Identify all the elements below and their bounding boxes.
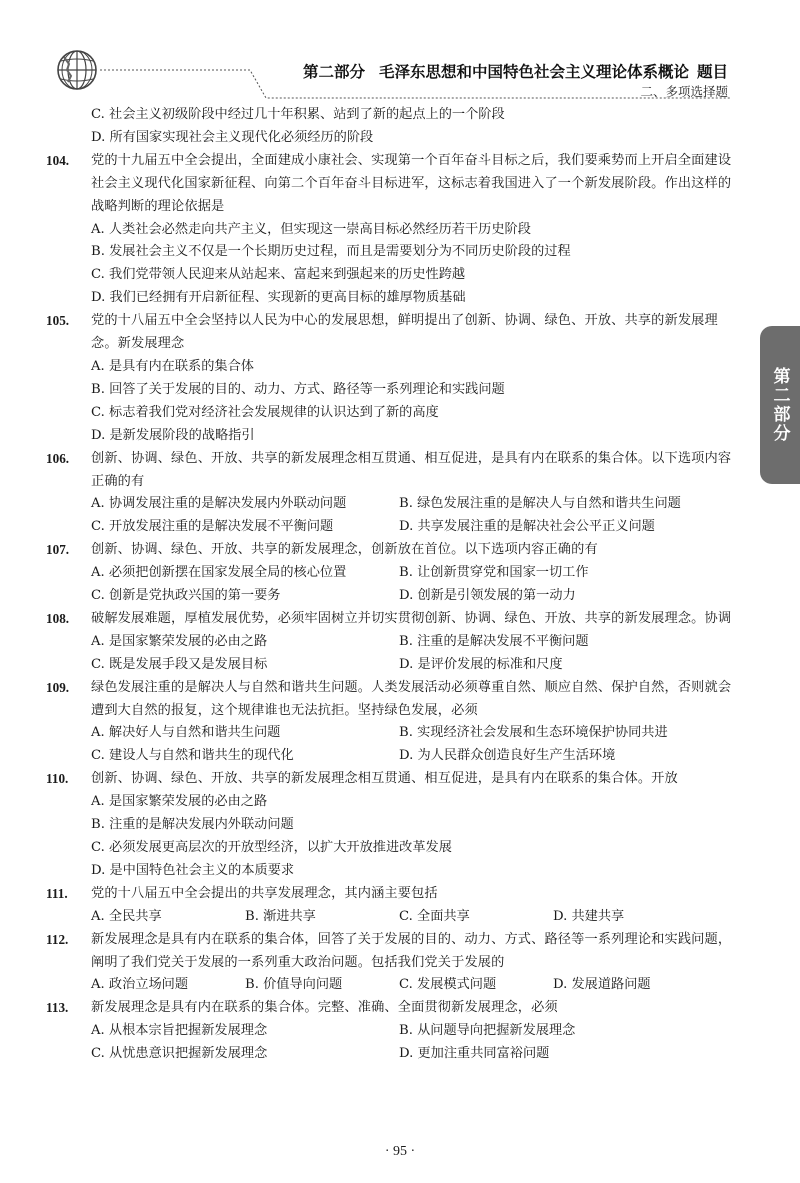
option-c: C. 建设人与自然和谐共生的现代化 — [91, 748, 294, 764]
question-stem: 绿色发展注重的是解决人与自然和谐共生问题。人类发展活动必须尊重自然、顺应自然、保护自然，否则就会遭到大自然的报复，这个规律谁也无法抗拒。坚持绿色发展，必须 — [91, 679, 732, 718]
side-section-tab — [760, 326, 800, 484]
option-c: C. 我们党带领人民迎来从站起来、富起来到强起来的历史性跨越 — [91, 267, 466, 283]
option-d: D. 发展道路问题 — [553, 977, 651, 993]
options-row — [91, 722, 732, 745]
option-a: A. 从根本宗旨把握新发展理念 — [91, 1023, 268, 1039]
question-stem: 创新、协调、绿色、开放、共享的新发展理念相互贯通、相互促进，是具有内在联系的集合体。开放 — [91, 771, 678, 787]
option-a: A. 人类社会必然走向共产主义，但实现这一崇高目标必然经历若干历史阶段 — [91, 221, 531, 237]
option-d: D. 共建共享 — [553, 908, 625, 924]
question-110 — [46, 768, 732, 883]
option-c: C. 开放发展注重的是解决发展不平衡问题 — [91, 519, 334, 535]
option-d: D. 更加注重共同富裕问题 — [399, 1046, 550, 1062]
question-number: 106. — [46, 450, 70, 466]
question-104 — [46, 150, 732, 310]
question-number: 112. — [46, 931, 69, 947]
header-subsection: 二、多项选择题 — [640, 84, 728, 99]
question-112 — [46, 929, 732, 998]
options-row — [91, 654, 732, 677]
prev-question-options — [64, 104, 732, 150]
option-a: A. 必须把创新摆在国家发展全局的核心位置 — [91, 565, 347, 581]
header-section: 题目 — [696, 63, 728, 81]
question-stem: 党的十八届五中全会提出的共享发展理念，其内涵主要包括 — [91, 885, 438, 901]
option-b: B. 回答了关于发展的目的、动力、方式、路径等一系列理论和实践问题 — [91, 381, 505, 397]
option-c: C. 从忧患意识把握新发展理念 — [91, 1046, 268, 1062]
question-number: 108. — [46, 610, 70, 626]
question-number: 111. — [46, 885, 68, 901]
question-stem: 创新、协调、绿色、开放、共享的新发展理念相互贯通、相互促进，是具有内在联系的集合体。以下选项内容正确的有 — [91, 450, 732, 489]
question-stem: 创新、协调、绿色、开放、共享的新发展理念，创新放在首位。以下选项内容正确的有 — [91, 542, 598, 558]
option-c: C. 既是发展手段又是发展目标 — [91, 656, 268, 672]
options-row — [91, 516, 732, 539]
header-title — [303, 60, 728, 82]
globe-icon — [55, 48, 99, 92]
option-c: C. 创新是党执政兴国的第一要务 — [91, 588, 281, 604]
option-b: B. 从问题导向把握新发展理念 — [399, 1023, 576, 1039]
option-a: A. 协调发展注重的是解决发展内外联动问题 — [91, 496, 347, 512]
options-row — [91, 1020, 732, 1043]
option-c: C. 社会主义初级阶段中经过几十年积累、站到了新的起点上的一个阶段 — [91, 107, 505, 122]
option-d: D. 共享发展注重的是解决社会公平正义问题 — [399, 519, 655, 535]
option-d: D. 是新发展阶段的战略指引 — [91, 427, 255, 443]
question-109 — [46, 677, 732, 769]
option-c: C. 全面共享 — [399, 908, 470, 924]
question-number: 105. — [46, 313, 70, 329]
option-c: C. 发展模式问题 — [399, 977, 497, 993]
question-number: 113. — [46, 1000, 69, 1016]
option-b: B. 实现经济社会发展和生态环境保护协同共进 — [399, 725, 668, 741]
option-d: D. 是评价发展的标准和尺度 — [399, 656, 563, 672]
option-c: C. 必须发展更高层次的开放型经济，以扩大开放推进改革发展 — [91, 840, 452, 855]
option-b: B. 注重的是解决发展内外联动问题 — [91, 817, 294, 833]
question-number: 104. — [46, 152, 70, 168]
option-b: B. 绿色发展注重的是解决人与自然和谐共生问题 — [399, 496, 681, 512]
option-a: A. 是国家繁荣发展的必由之路 — [91, 633, 268, 649]
options-row — [91, 745, 732, 768]
question-113 — [46, 997, 732, 1066]
header-part: 第二部分 — [302, 63, 365, 81]
option-b: B. 价值导向问题 — [245, 977, 343, 993]
option-d: D. 创新是引领发展的第一动力 — [399, 588, 576, 604]
option-b: B. 渐进共享 — [245, 908, 316, 924]
option-b: B. 发展社会主义不仅是一个长期历史过程，而且是需要划分为不同历史阶段的过程 — [91, 244, 571, 260]
option-a: A. 解决好人与自然和谐共生问题 — [91, 725, 281, 741]
question-105 — [46, 310, 732, 447]
options-row — [91, 1043, 732, 1066]
option-a: A. 政治立场问题 — [91, 977, 189, 993]
question-111 — [46, 883, 732, 929]
page-number: · 95 · — [384, 1144, 416, 1159]
question-number: 109. — [46, 679, 70, 695]
option-b: B. 让创新贯穿党和国家一切工作 — [399, 565, 589, 581]
option-d: D. 所有国家实现社会主义现代化必须经历的阶段 — [91, 129, 374, 145]
question-108 — [46, 608, 732, 677]
question-106 — [46, 448, 732, 540]
option-d: D. 为人民群众创造良好生产生活环境 — [399, 748, 616, 764]
option-a: A. 全民共享 — [91, 908, 162, 924]
question-number: 107. — [46, 542, 70, 558]
options-row — [91, 906, 732, 929]
option-d: D. 我们已经拥有开启新征程、实现新的更高目标的雄厚物质基础 — [91, 290, 466, 306]
option-b: B. 注重的是解决发展不平衡问题 — [399, 633, 589, 649]
question-stem: 党的十八届五中全会坚持以人民为中心的发展思想，鲜明提出了创新、协调、绿色、开放、共享的新发展理念。新发展理念 — [91, 313, 718, 352]
header-course: 毛泽东思想和中国特色社会主义理论体系概论 — [378, 63, 689, 81]
options-row — [91, 631, 732, 654]
question-stem: 破解发展难题，厚植发展优势，必须牢固树立并切实贯彻创新、协调、绿色、开放、共享的新发展理念。协调 — [91, 610, 732, 626]
question-stem: 新发展理念是具有内在联系的集合体。完整、准确、全面贯彻新发展理念，必须 — [91, 1000, 558, 1016]
option-a: A. 是国家繁荣发展的必由之路 — [91, 794, 268, 810]
page-header — [0, 0, 800, 110]
question-list — [46, 104, 732, 1066]
question-stem: 新发展理念是具有内在联系的集合体，回答了关于发展的目的、动力、方式、路径等一系列理论和实践问题，阐明了我们党关于发展的一系列重大政治问题。包括我们党关于发展的 — [91, 931, 732, 970]
options-row — [91, 493, 732, 516]
options-row — [91, 585, 732, 608]
options-row — [91, 562, 732, 585]
side-tab-label: 第二部分 — [769, 367, 790, 443]
option-c: C. 标志着我们党对经济社会发展规律的认识达到了新的高度 — [91, 404, 439, 420]
option-a: A. 是具有内在联系的集合体 — [91, 358, 254, 374]
options-row — [91, 974, 732, 997]
option-d: D. 是中国特色社会主义的本质要求 — [91, 862, 295, 878]
question-stem: 党的十九届五中全会提出，全面建成小康社会、实现第一个百年奋斗目标之后，我们要乘势而上开启全面建设社会主义现代化国家新征程、向第二个百年奋斗目标进军，这标志着我国进入了一个新发展阶段。作出这样的战略判断的理论依据是 — [91, 152, 732, 214]
question-number: 110. — [46, 771, 69, 787]
question-107 — [46, 539, 732, 608]
